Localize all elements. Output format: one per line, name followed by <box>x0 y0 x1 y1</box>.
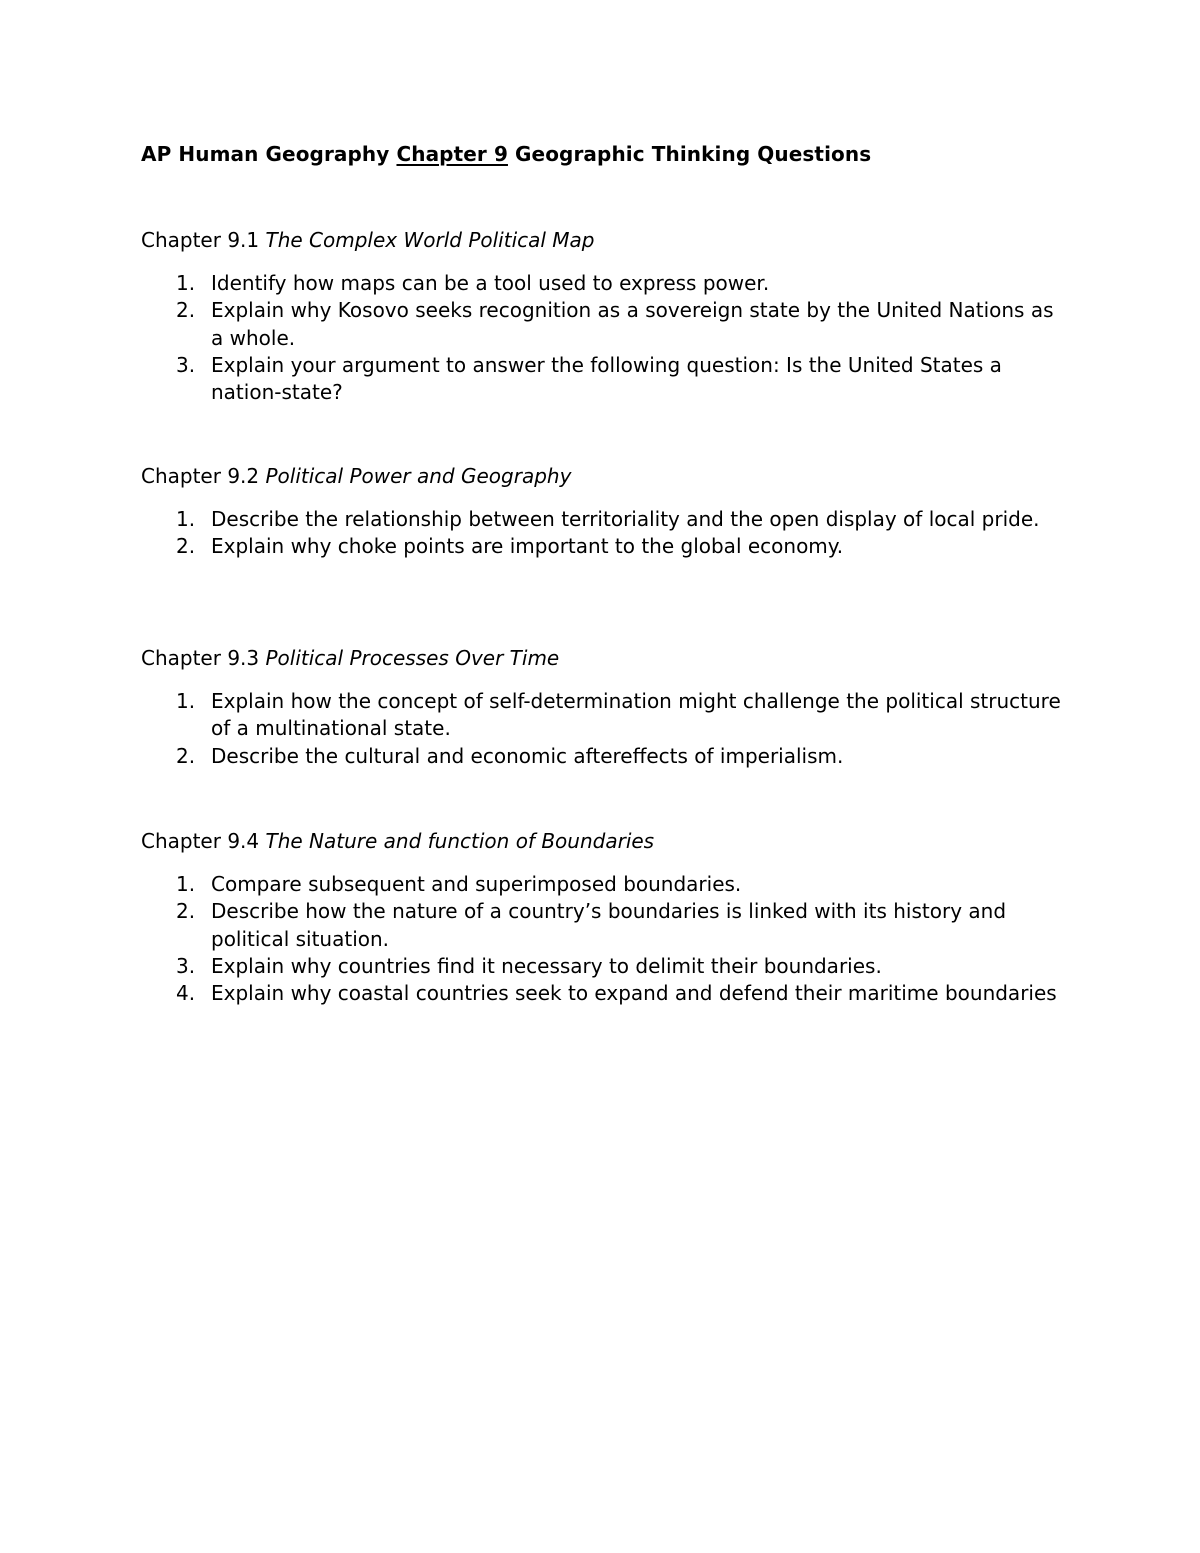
question-item <box>141 297 1071 352</box>
section-label: Chapter 9.4 <box>141 829 266 853</box>
question-number: 2. <box>176 298 196 323</box>
section-9-3 <box>141 645 1071 770</box>
section-label: Chapter 9.2 <box>141 464 266 488</box>
question-text: Describe the relationship between territoriality and the open display of local pride. <box>211 507 1040 531</box>
question-number: 4. <box>176 981 196 1006</box>
question-item <box>141 506 1071 533</box>
question-text: Explain why coastal countries seek to expand and defend their maritime boundaries <box>211 981 1057 1006</box>
question-number: 2. <box>176 743 196 768</box>
section-heading <box>141 463 1071 490</box>
question-item <box>141 688 1071 743</box>
section-heading <box>141 645 1071 672</box>
section-9-1 <box>141 227 1071 406</box>
question-item <box>141 743 1071 770</box>
question-item <box>141 953 1071 980</box>
question-list <box>141 270 1071 406</box>
question-text: Explain your argument to answer the following question: Is the United States a nation-state? <box>211 352 1002 405</box>
section-topic: The Nature and function of Boundaries <box>265 829 655 853</box>
section-topic: The Complex World Political Map <box>265 228 595 252</box>
question-list <box>141 871 1071 1007</box>
section-heading <box>141 227 1071 254</box>
question-text: Explain why choke points are important to the global economy. <box>211 534 844 559</box>
question-number: 1. <box>176 271 196 295</box>
question-number: 1. <box>176 872 196 896</box>
section-heading <box>141 828 1071 855</box>
question-item <box>141 533 1071 560</box>
section-topic: Political Processes Over Time <box>265 646 560 670</box>
question-text: Explain why Kosovo seeks recognition as a sovereign state by the United Nations as a whole. <box>211 298 1054 350</box>
section-topic: Political Power and Geography <box>265 464 572 488</box>
question-item <box>141 352 1071 407</box>
question-text: Identify how maps can be a tool used to express power. <box>211 271 770 295</box>
question-number: 2. <box>176 899 196 924</box>
question-list <box>141 688 1071 770</box>
question-text: Explain how the concept of self-determination might challenge the political structure of a multinational state. <box>211 689 1061 741</box>
question-number: 1. <box>176 507 196 531</box>
question-number: 3. <box>176 352 196 377</box>
title-chapter-underlined: Chapter 9 <box>396 142 508 166</box>
question-text: Compare subsequent and superimposed boundaries. <box>211 872 742 896</box>
title-suffix: Geographic Thinking Questions <box>507 142 872 166</box>
document-title <box>141 141 871 167</box>
question-item <box>141 898 1071 953</box>
section-label: Chapter 9.1 <box>141 228 266 252</box>
section-9-4 <box>141 828 1071 1007</box>
question-text: Describe how the nature of a country’s boundaries is linked with its history and political situation. <box>211 899 1007 951</box>
section-9-2 <box>141 463 1071 561</box>
question-text: Explain why countries find it necessary to delimit their boundaries. <box>211 953 882 978</box>
question-number: 2. <box>176 534 196 559</box>
question-item <box>141 871 1071 898</box>
title-prefix: AP Human Geography <box>141 142 397 166</box>
question-number: 3. <box>176 953 196 978</box>
section-label: Chapter 9.3 <box>141 646 266 670</box>
question-item <box>141 980 1071 1007</box>
question-text: Describe the cultural and economic aftereffects of imperialism. <box>211 743 844 768</box>
question-item <box>141 270 1071 297</box>
question-number: 1. <box>176 689 196 713</box>
question-list <box>141 506 1071 561</box>
